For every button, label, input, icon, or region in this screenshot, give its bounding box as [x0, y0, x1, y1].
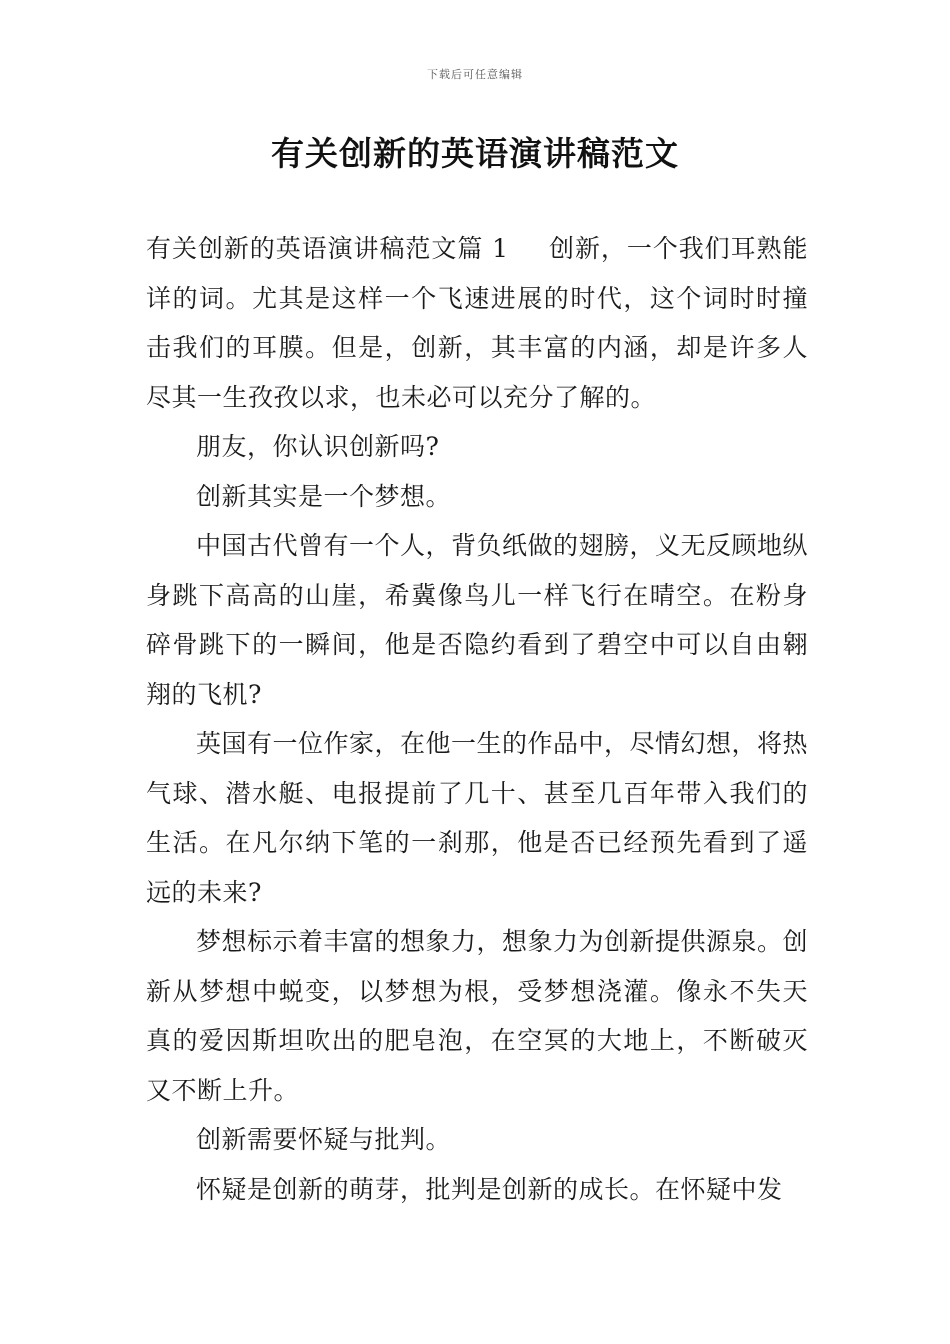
paragraph: 朋友，你认识创新吗? — [196, 432, 440, 461]
paragraph: 中国古代曾有一个人，背负纸做的翅膀，义无反顾地纵身跳下高高的山崖，希冀像鸟儿一样飞行在晴空。在粉身碎骨跳下的一瞬间，他是否隐约看到了碧空中可以自由翱翔的飞机? — [146, 531, 809, 709]
document-body — [146, 224, 808, 1214]
paragraph-text: 创新，一个我们耳熟能详的词。尤其是这样一个飞速进展的时代，这个词时时撞击我们的耳膜。但是，创新，其丰富的内涵，却是许多人尽其一生孜孜以求，也未必可以充分了解的。 — [146, 234, 808, 412]
paragraph: 英国有一位作家，在他一生的作品中，尽情幻想，将热气球、潜水艇、电报提前了几十、甚至几百年带入我们的生活。在凡尔纳下笔的一刹那，他是否已经预先看到了遥远的未来? — [146, 729, 809, 907]
document-title: 有关创新的英语演讲稿范文 — [271, 134, 679, 173]
paragraph: 创新需要怀疑与批判。 — [196, 1125, 452, 1154]
header-note: 下载后可任意编辑 — [427, 68, 523, 81]
paragraph: 创新其实是一个梦想。 — [196, 481, 452, 511]
section-label: 有关创新的英语演讲稿范文篇 1 — [146, 234, 509, 263]
paragraph-first — [146, 224, 808, 422]
paragraph: 怀疑是创新的萌芽，批判是创新的成长。在怀疑中发 — [196, 1174, 783, 1204]
paragraph: 梦想标示着丰富的想象力，想象力为创新提供源泉。创新从梦想中蜕变，以梦想为根，受梦想浇灌。像永不失天真的爱因斯坦吹出的肥皂泡，在空冥的大地上，不断破灭又不断上升。 — [146, 927, 809, 1105]
